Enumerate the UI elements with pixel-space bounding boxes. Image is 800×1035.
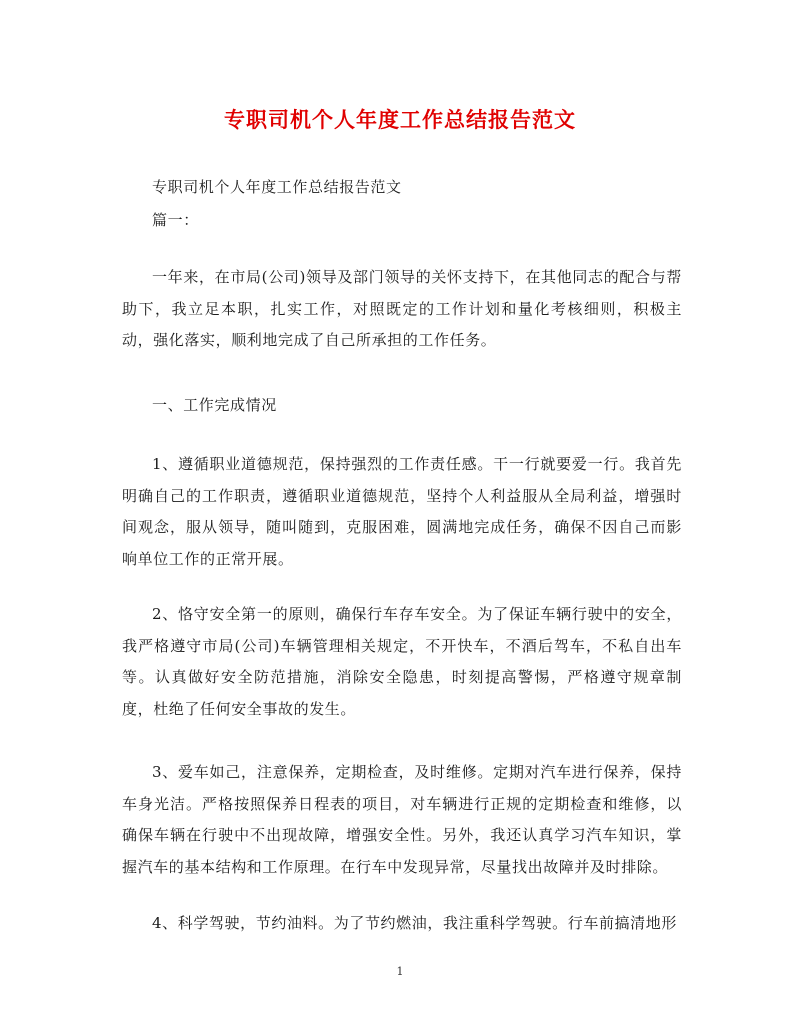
page-number: 1	[396, 965, 404, 978]
paragraph-item-4: 4、科学驾驶，节约油料。为了节约燃油，我注重科学驾驶。行车前搞清地形	[152, 914, 677, 932]
document-subtitle: 专职司机个人年度工作总结报告范文	[152, 178, 402, 196]
part-label: 篇一：	[152, 211, 199, 229]
section-heading: 一、工作完成情况	[152, 396, 277, 414]
paragraph-intro: 一年来，在市局(公司)领导及部门领导的关怀支持下，在其他同志的配合与帮助下，我立足本职，扎实工作，对照既定的工作计划和量化考核细则，积极主动，强化落实，顺利地完成了自己所承担的工作任务。	[122, 268, 682, 350]
paragraph-item-3: 3、爱车如己，注意保养，定期检查，及时维修。定期对汽车进行保养，保持车身光洁。严格按照保养日程表的项目，对车辆进行正规的定期检查和维修，以确保车辆在行驶中不出现故障，增强安全性。另外，我还认真学习汽车知识，掌握汽车的基本结构和工作原理。在行车中发现异常，尽量找出故障并及时排除。	[122, 763, 682, 876]
paragraph-item-1: 1、遵循职业道德规范，保持强烈的工作责任感。干一行就要爱一行。我首先明确自己的工作职责，遵循职业道德规范，坚持个人利益服从全局利益，增强时间观念，服从领导，随叫随到，克服困难，圆满地完成任务，确保不因自己而影响单位工作的正常开展。	[122, 455, 682, 568]
paragraph-item-2: 2、恪守安全第一的原则，确保行车存车安全。为了保证车辆行驶中的安全，我严格遵守市局(公司)车辆管理相关规定，不开快车，不酒后驾车，不私自出车等。认真做好安全防范措施，消除安全隐患，时刻提高警惕，严格遵守规章制度，杜绝了任何安全事故的发生。	[122, 605, 682, 718]
document-title: 专职司机个人年度工作总结报告范文	[224, 107, 576, 132]
